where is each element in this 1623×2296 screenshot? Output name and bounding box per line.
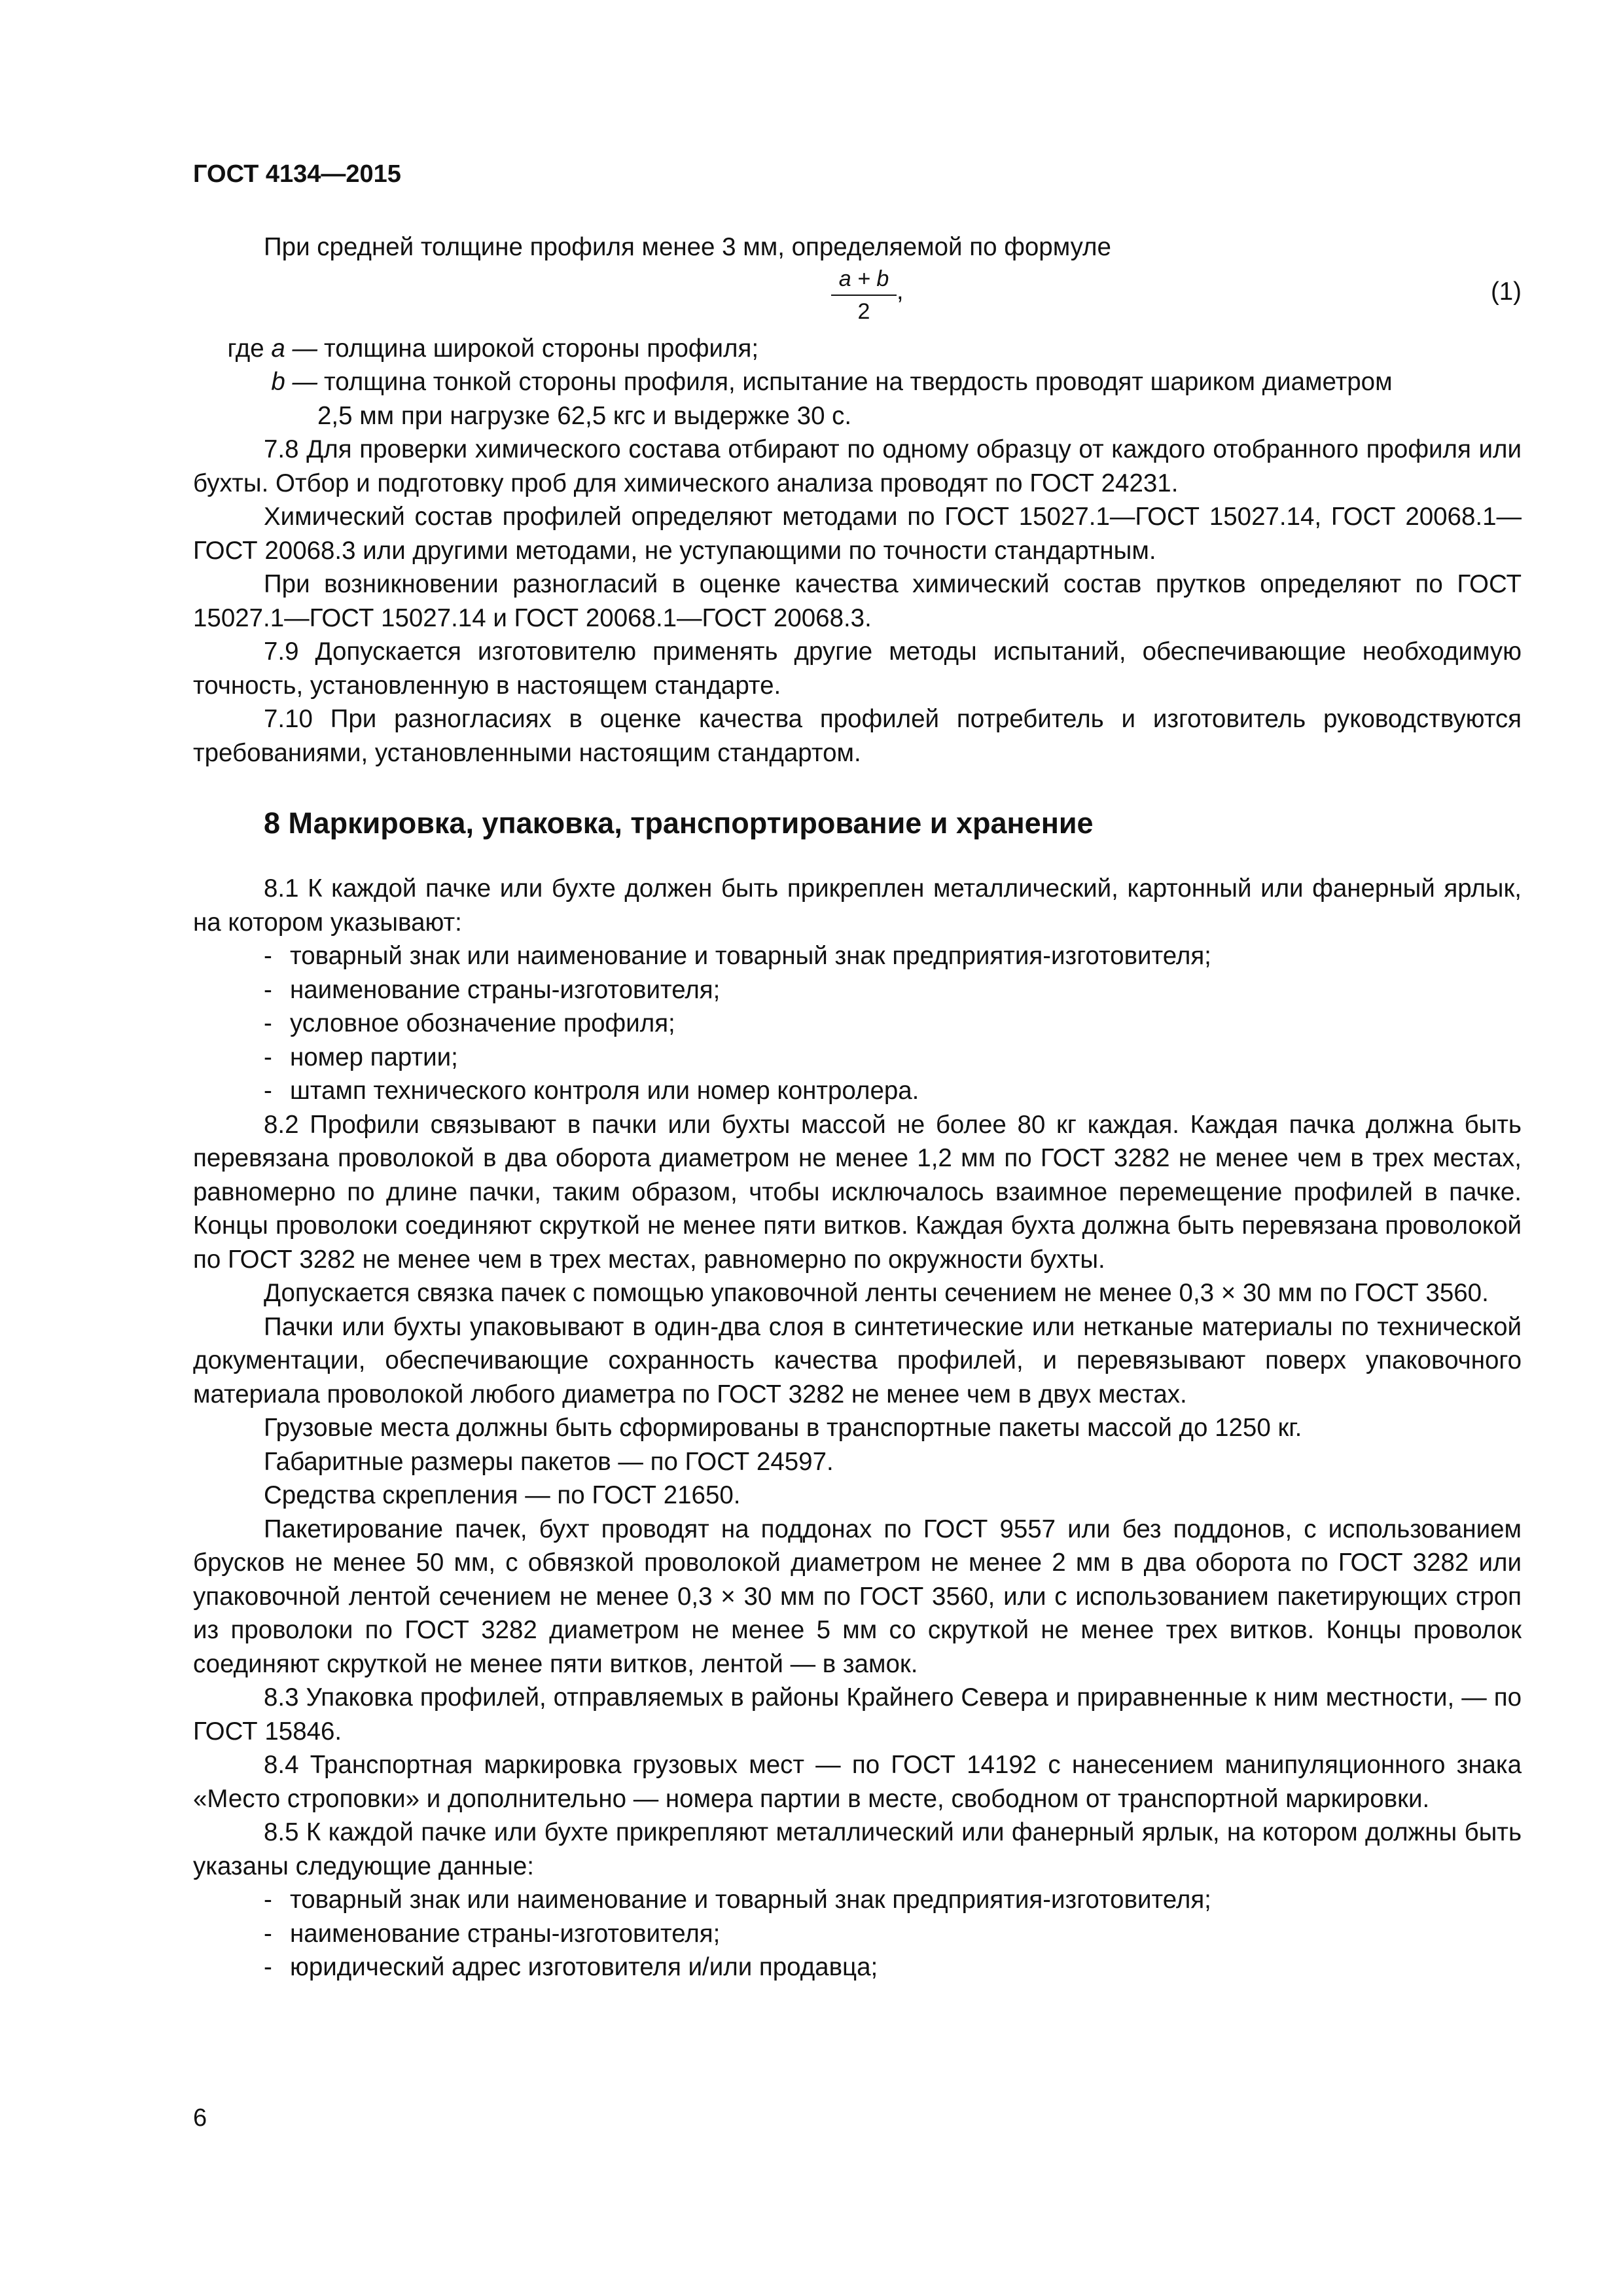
document-header: ГОСТ 4134—2015 bbox=[193, 160, 401, 188]
clause-7-block bbox=[193, 230, 1522, 770]
definition-b-continuation: 2,5 мм при нагрузке 62,5 кгс и выдержке 30 с. bbox=[317, 401, 852, 430]
clause-7-8: 7.8 Для проверки химического состава отбирают по одному образцу от каждого отобранного профиля или бухты. Отбор и подготовку проб для химического анализа проводят по ГОСТ 24231. bbox=[193, 435, 1522, 497]
definition-a bbox=[193, 332, 1522, 366]
list-item: - номер партии; bbox=[264, 1043, 458, 1071]
formula-comma: , bbox=[897, 277, 904, 305]
definition-b-text: толщина тонкой стороны профиля, испытание на твердость проводят шариком диаметром bbox=[324, 368, 1393, 396]
clause-8-2-cargo: Грузовые места должны быть сформированы в транспортные пакеты массой до 1250 кг. bbox=[264, 1414, 1302, 1442]
definition-a-text: толщина широкой стороны профиля; bbox=[324, 334, 759, 363]
list-item: - штамп технического контроля или номер контролера. bbox=[264, 1077, 919, 1105]
definition-a-symbol: где a — bbox=[227, 334, 317, 363]
list-8-1 bbox=[193, 939, 1522, 1108]
page-number: 6 bbox=[193, 2104, 207, 2132]
list-item: - условное обозначение профиля; bbox=[264, 1009, 675, 1037]
formula-intro: При средней толщине профиля менее 3 мм, определяемой по формуле bbox=[264, 233, 1111, 261]
list-item: - товарный знак или наименование и товарный знак предприятия-изготовителя; bbox=[264, 942, 1211, 970]
clause-8-2-packaging: Пакетирование пачек, бухт проводят на поддонах по ГОСТ 9557 или без поддонов, с использованием брусков не менее 50 мм, с обвязкой проволокой диаметром не менее 2 мм в два оборота по ГОСТ 3282 или упаковочной лентой сечением не менее 0,3 × 30 мм по ГОСТ 3560, или с использованием пакетирующих строп из проволоки по ГОСТ 3282 диаметром не менее 5 мм со скруткой не менее трех витков. Концы проволок соединяют скруткой не менее пяти витков, лентой — в замок. bbox=[193, 1515, 1522, 1678]
definition-b-symbol: b — bbox=[271, 368, 317, 396]
clause-8-3: 8.3 Упаковка профилей, отправляемых в районы Крайнего Севера и приравненные к ним местности, — по ГОСТ 15846. bbox=[193, 1683, 1522, 1746]
list-item: - юридический адрес изготовителя и/или продавца; bbox=[264, 1953, 878, 1981]
clause-8-4: 8.4 Транспортная маркировка грузовых мест — по ГОСТ 14192 с нанесением манипуляционного знака «Место строповки» и дополнительно — номера партии в месте, свободном от транспортной маркировки. bbox=[193, 1751, 1522, 1813]
clause-7-8-methods: Химический состав профилей определяют методами по ГОСТ 15027.1—ГОСТ 15027.14, ГОСТ 20068.1—ГОСТ 20068.3 или другими методами, не уступающими по точности стандартным. bbox=[193, 503, 1522, 565]
clause-8-2-fastening: Средства скрепления — по ГОСТ 21650. bbox=[264, 1481, 741, 1509]
section-8-title: 8 Маркировка, упаковка, транспортирование и хранение bbox=[264, 806, 1094, 840]
equation-number: (1) bbox=[1490, 277, 1522, 306]
list-8-5 bbox=[193, 1883, 1522, 1984]
fraction-numerator: a + b bbox=[831, 264, 897, 296]
clause-8-2-tape: Допускается связка пачек с помощью упаковочной ленты сечением не менее 0,3 × 30 мм по ГОСТ 3560. bbox=[264, 1279, 1489, 1307]
fraction-denominator: 2 bbox=[857, 298, 870, 324]
definition-b bbox=[193, 365, 1522, 399]
clause-7-9: 7.9 Допускается изготовителю применять другие методы испытаний, обеспечивающие необходимую точность, установленную в настоящем стандарте. bbox=[193, 637, 1522, 700]
clause-8-2-dimensions: Габаритные размеры пакетов — по ГОСТ 24597. bbox=[264, 1447, 834, 1476]
list-item: - товарный знак или наименование и товарный знак предприятия-изготовителя; bbox=[264, 1886, 1211, 1914]
clause-7-10: 7.10 При разногласиях в оценке качества профилей потребитель и изготовитель руководствуются требованиями, установленными настоящим стандартом. bbox=[193, 705, 1522, 767]
section-8-body bbox=[193, 872, 1522, 1984]
list-item: - наименование страны-изготовителя; bbox=[264, 975, 721, 1004]
clause-8-5: 8.5 К каждой пачке или бухте прикрепляют металлический или фанерный ярлык, на котором должны быть указаны следующие данные: bbox=[193, 1818, 1522, 1880]
clause-8-1: 8.1 К каждой пачке или бухте должен быть прикреплен металлический, картонный или фанерный ярлык, на котором указывают: bbox=[193, 874, 1522, 937]
formula-1 bbox=[193, 264, 1522, 332]
section-8-block bbox=[193, 804, 1522, 843]
clause-8-2-packing: Пачки или бухты упаковывают в один-два слоя в синтетические или нетканые материалы по технической документации, обеспечивающие сохранность качества профилей, и перевязывают поверх упаковочного материала проволокой любого диаметра по ГОСТ 3282 не менее чем в двух местах. bbox=[193, 1312, 1522, 1408]
clause-8-2: 8.2 Профили связывают в пачки или бухты массой не более 80 кг каждая. Каждая пачка должна быть перевязана проволокой в два оборота диаметром не менее 1,2 мм по ГОСТ 3282 не менее чем в трех местах, равномерно по длине пачки, таким образом, чтобы исключалось взаимное перемещение профилей в пачке. Концы проволоки соединяют скруткой не менее пяти витков. Каждая бухта должна быть перевязана проволокой по ГОСТ 3282 не менее чем в трех местах, равномерно по окружности бухты. bbox=[193, 1110, 1522, 1274]
clause-7-8-disagreement: При возникновении разногласий в оценке качества химический состав прутков определяют по ГОСТ 15027.1—ГОСТ 15027.14 и ГОСТ 20068.1—ГОСТ 20068.3. bbox=[193, 570, 1522, 632]
list-item: - наименование страны-изготовителя; bbox=[264, 1919, 721, 1948]
